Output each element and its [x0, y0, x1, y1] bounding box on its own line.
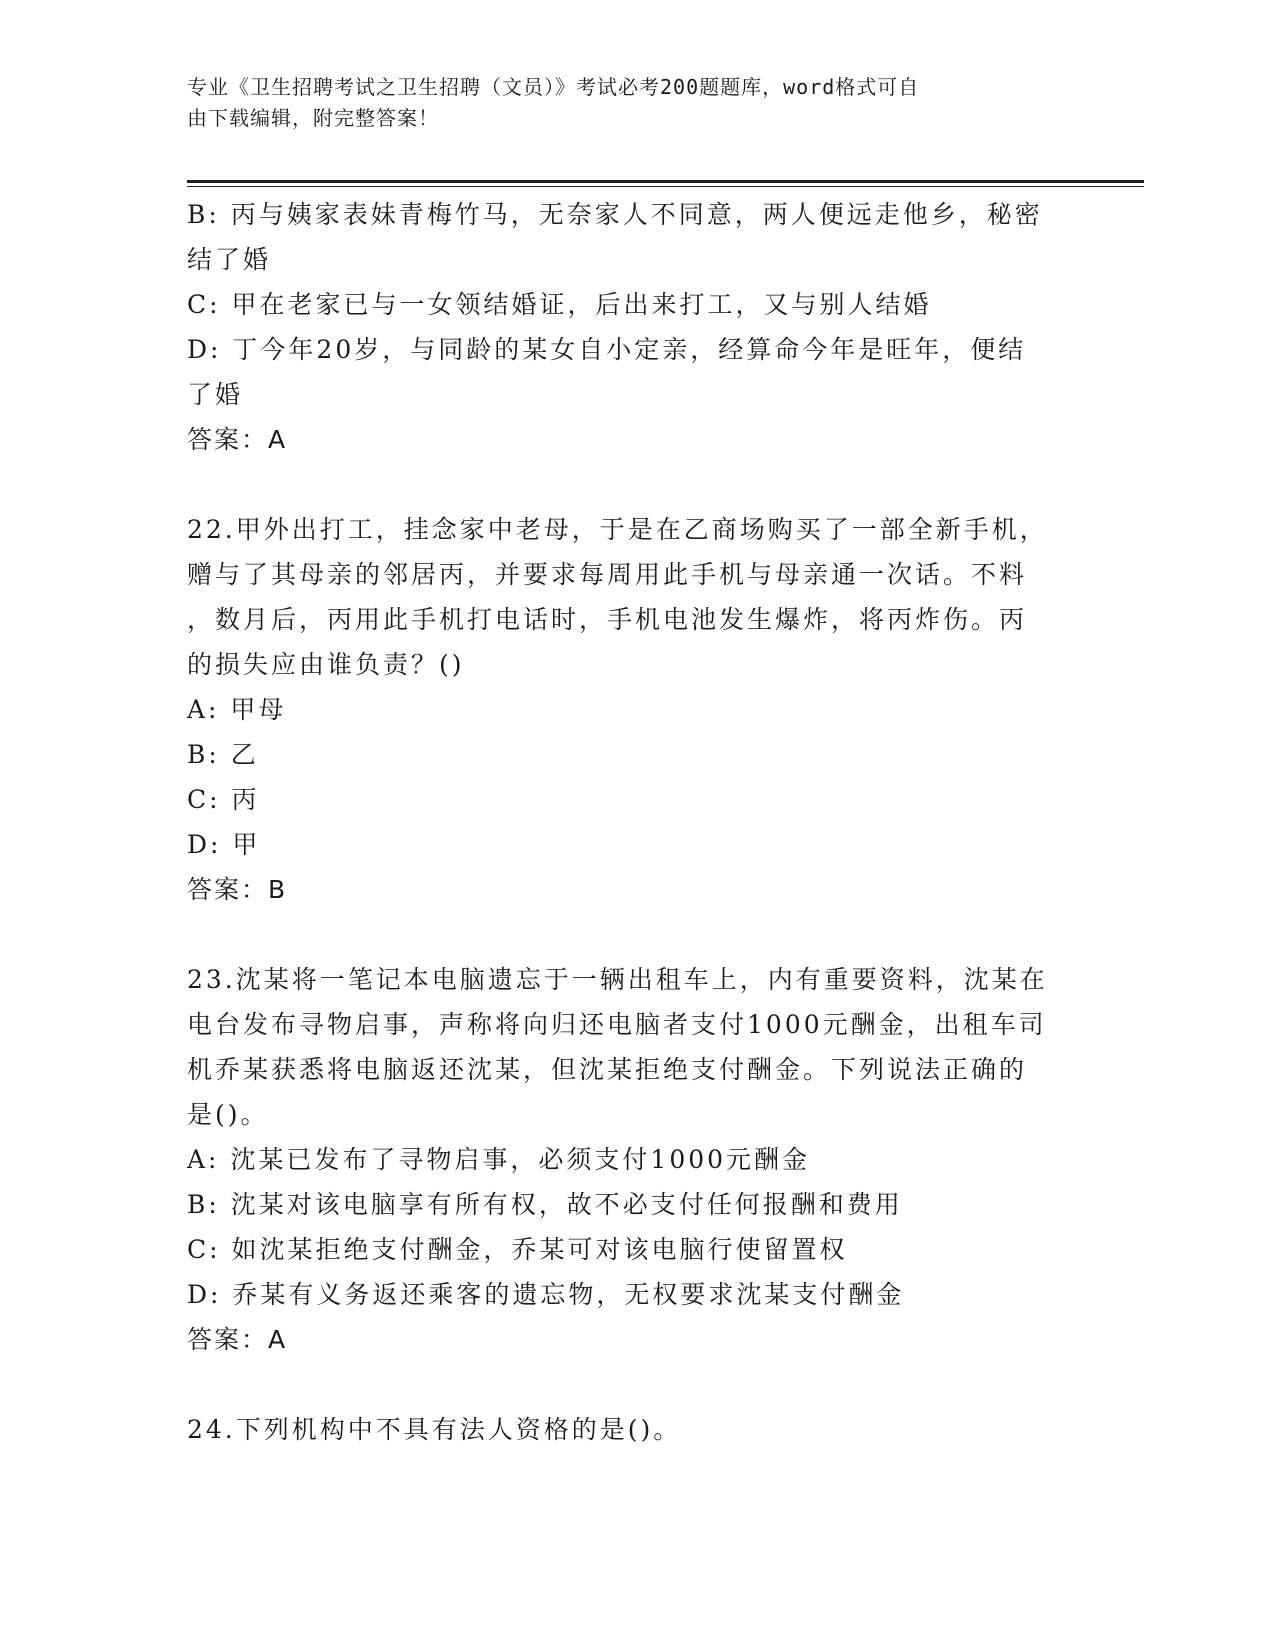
option-d: D: 甲 — [187, 830, 261, 859]
header-divider-thin — [187, 186, 1144, 187]
answer-label: 答案：B — [187, 875, 288, 904]
option-d: D: 乔某有义务返还乘客的遗忘物，无权要求沈某支付酬金 — [187, 1280, 905, 1309]
answer-label: 答案：A — [187, 425, 288, 454]
option-c: C: 甲在老家已与一女领结婚证，后出来打工，又与别人结婚 — [187, 290, 932, 319]
spacer — [187, 462, 1067, 507]
option-b: B: 丙与姨家表妹青梅竹马，无奈家人不同意，两人便远走他乡，秘密 — [187, 200, 1043, 229]
option-d-continued: 了婚 — [187, 380, 244, 409]
page-header — [187, 72, 1067, 134]
question-stem: 22.甲外出打工，挂念家中老母，于是在乙商场购买了一部全新手机， — [187, 515, 1048, 544]
question-stem: 是()。 — [187, 1100, 269, 1129]
question-stem: 机乔某获悉将电脑返还沈某，但沈某拒绝支付酬金。下列说法正确的 — [187, 1055, 1028, 1084]
option-c: C: 如沈某拒绝支付酬金，乔某可对该电脑行使留置权 — [187, 1235, 848, 1264]
question-22 — [187, 507, 1067, 912]
option-a: A: 甲母 — [187, 695, 287, 724]
question-23 — [187, 957, 1067, 1362]
question-stem: 电台发布寻物启事，声称将向归还电脑者支付1000元酬金，出租车司 — [187, 1010, 1047, 1039]
spacer — [187, 912, 1067, 957]
question-stem: ，数月后，丙用此手机打电话时，手机电池发生爆炸，将丙炸伤。丙 — [187, 605, 1028, 634]
question-24 — [187, 1407, 1067, 1452]
question-stem: 23.沈某将一笔记本电脑遗忘于一辆出租车上，内有重要资料，沈某在 — [187, 965, 1048, 994]
answer-label: 答案：A — [187, 1325, 288, 1354]
option-a: A: 沈某已发布了寻物启事，必须支付1000元酬金 — [187, 1145, 811, 1174]
question-stem: 24.下列机构中不具有法人资格的是()。 — [187, 1415, 682, 1444]
option-b-continued: 结了婚 — [187, 245, 272, 274]
previous-question-options — [187, 192, 1067, 462]
option-d: D: 丁今年20岁，与同龄的某女自小定亲，经算命今年是旺年，便结 — [187, 335, 1027, 364]
header-title-line-1: 专业《卫生招聘考试之卫生招聘（文员）》考试必考200题题库，word格式可自 — [187, 75, 920, 99]
option-b: B: 乙 — [187, 740, 259, 769]
document-body — [187, 192, 1067, 1452]
spacer — [187, 1362, 1067, 1407]
question-stem: 的损失应由谁负责？() — [187, 650, 465, 679]
header-title-line-2: 由下载编辑，附完整答案！ — [187, 106, 439, 130]
option-c: C: 丙 — [187, 785, 260, 814]
option-b: B: 沈某对该电脑享有所有权，故不必支付任何报酬和费用 — [187, 1190, 903, 1219]
question-stem: 赠与了其母亲的邻居丙，并要求每周用此手机与母亲通一次话。不料 — [187, 560, 1028, 589]
header-divider-thick — [187, 180, 1144, 183]
